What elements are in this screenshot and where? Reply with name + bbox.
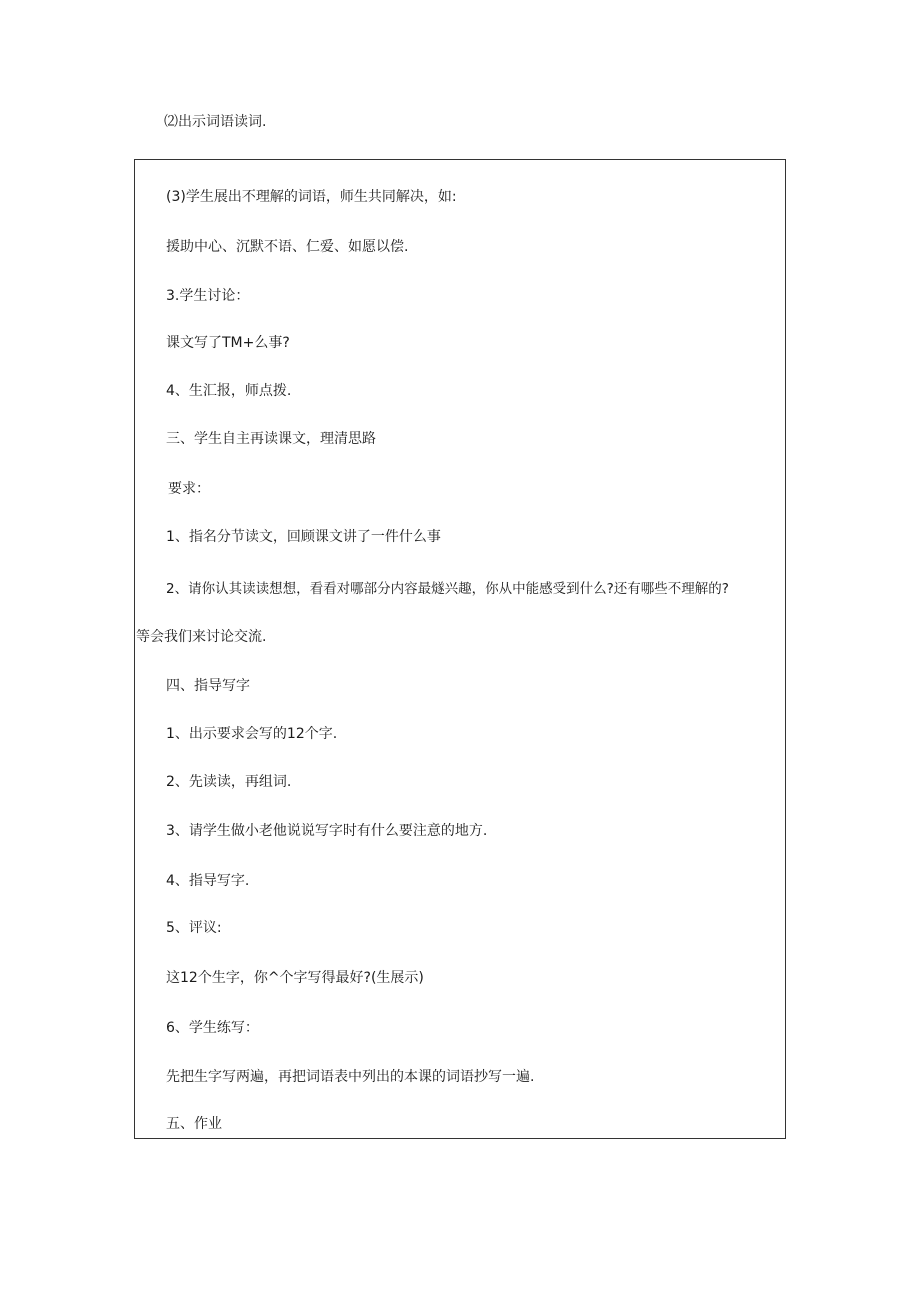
line-1: (3)学生展出不理解的词语，师生共同解决，如: [166,189,457,205]
content-table-cell [134,159,786,1139]
line-20: 五、作业 [166,1116,222,1132]
line-7: 要求： [168,481,210,497]
line-9: 2、请你认其读读想想，看看对哪部分内容最燧兴趣，你从中能感受到什么?还有哪些不理解的? [166,581,729,597]
line-8: 1、指名分节读文，回顾课文讲了一件什么事 [166,529,441,545]
line-14: 3、请学生做小老他说说写字时有什么要注意的地方. [166,823,488,839]
line-17: 这12个生字，你^个字写得最好?(生展示) [166,970,424,986]
line-5: 4、生汇报，师点拨. [166,383,292,399]
line-10: 等会我们来讨论交流. [136,629,267,645]
line-2: 援助中心、沉默不语、仁爱、如愿以偿. [166,239,409,255]
line-12: 1、出示要求会写的12个字. [166,726,338,742]
line-16: 5、评议: [166,920,222,936]
line-11: 四、指导写字 [166,678,250,694]
intro-line: ⑵出示词语读词. [164,114,267,130]
line-6: 三、学生自主再读课文，理清思路 [166,431,376,447]
line-4: 课文写了TM+么事? [166,335,290,351]
line-13: 2、先读读，再组词. [166,774,292,790]
line-15: 4、指导写字. [166,873,250,889]
line-19: 先把生字写两遍，再把词语表中列出的本课的词语抄写一遍. [166,1069,535,1085]
line-18: 6、学生练写： [166,1020,259,1036]
line-3: 3.学生讨论： [166,288,250,304]
